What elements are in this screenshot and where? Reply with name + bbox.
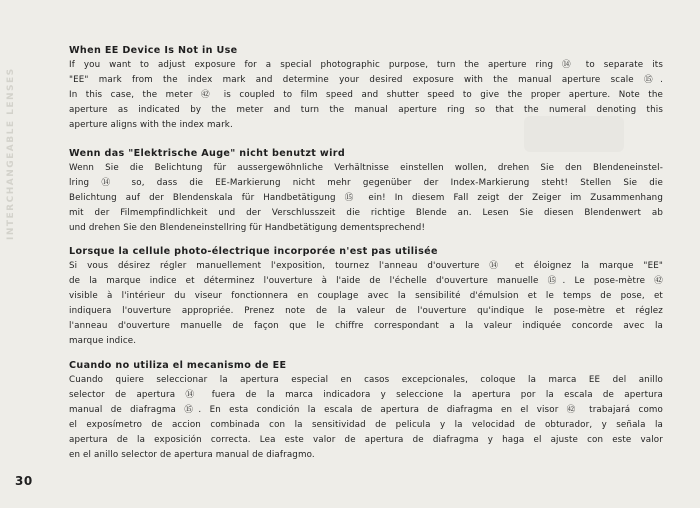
paragraph-line: l'anneau d'ouverture manuelle de façon que le chiffre correspondant a la valeur indiquée concorde avec la	[69, 321, 663, 331]
paragraph-line: selector de apertura ⑭ fuera de la marca indicadora y seleccione la apertura por la escala de apertura	[69, 390, 663, 400]
paragraph-line: Belichtung auf der Blendenskala für Handbetätigung ⑮ ein! In diesem Fall zeigt der Zeiger im Zusammenhang	[69, 193, 663, 203]
bleed-through-text: INTERCHANGEABLE LENSES	[6, 67, 16, 240]
paragraph-line: In this case, the meter ㊷ is coupled to film speed and shutter speed to give the proper aperture. Note the	[69, 90, 663, 100]
paragraph-line: en el anillo selector de apertura manual de diafragmo.	[69, 450, 315, 460]
page-number: 30	[15, 474, 33, 488]
paragraph-line: el exposímetro de accion combinada con la sensitividad de pelicula y la velocidad de obturador, y señala la	[69, 420, 663, 430]
paragraph-line: lring ⑭ so, dass die EE-Markierung nicht mehr gegenüber der Index-Markierung steht! Stellen Sie die	[69, 178, 663, 188]
paragraph-line: visible à l'intérieur du viseur fonctionnera en couplage avec la sensibilité d'émulsion et le temps de pose, et	[69, 291, 663, 301]
section-german	[69, 147, 663, 236]
paragraph-line: apertura de la exposición correcta. Lea este valor de apertura de diafragma y haga el ajuste con este valor	[69, 435, 663, 445]
section-english	[69, 44, 663, 133]
section-french	[69, 245, 663, 349]
reverse-side-bleed-through	[6, 20, 26, 260]
section-heading-german: Wenn das "Elektrische Auge" nicht benutzt wird	[69, 148, 346, 159]
paragraph-line: de la marque indice et déterminez l'ouverture à l'aide de l'échelle d'ouverture manuelle ⑮. Le pose-mètre ㊷	[69, 276, 663, 286]
paragraph-line: manual de diafragma ⑮. En esta condición la escala de apertura de diafragma en el visor ㊷ trabajará como	[69, 405, 663, 415]
paragraph-line: "EE" mark from the index mark and determine your desired exposure with the manual aperture scale ⑮.	[69, 75, 663, 85]
paragraph-line: indiquera l'ouverture appropriée. Prenez note de la valeur de l'ouverture qu'indique le pose-mètre et réglez	[69, 306, 663, 316]
section-spanish	[69, 359, 663, 463]
paragraph-line: Si vous désirez régler manuellement l'exposition, tournez l'anneau d'ouverture ⑭ et éloignez la marque "EE"	[69, 261, 663, 271]
section-heading-english: When EE Device Is Not in Use	[69, 45, 238, 56]
section-heading-spanish: Cuando no utiliza el mecanismo de EE	[69, 360, 287, 371]
paragraph-line: und drehen Sie den Blendeneinstellring für Handbetätigung dementsprechend!	[69, 223, 426, 233]
paragraph-line: aperture as indicated by the meter and turn the manual aperture ring so that the numeral denoting this	[69, 105, 663, 115]
paragraph-line: marque indice.	[69, 336, 137, 346]
paragraph-line: Wenn Sie die Belichtung für aussergewöhnliche Verhältnisse einstellen wollen, drehen Sie den Blendeneinstel-	[69, 163, 663, 173]
section-heading-french: Lorsque la cellule photo-électrique incorporée n'est pas utilisée	[69, 246, 438, 257]
paragraph-line: aperture aligns with the index mark.	[69, 120, 233, 130]
paragraph-line: If you want to adjust exposure for a special photographic purpose, turn the aperture ring ⑭ to separate its	[69, 60, 663, 70]
paragraph-line: Cuando quiere seleccionar la apertura especial en casos excepcionales, coloque la marca EE del anillo	[69, 375, 663, 385]
paragraph-line: mit der Filmempfindlichkeit und der Verschlusszeit die richtige Blende an. Lesen Sie diesen Blendenwert ab	[69, 208, 663, 218]
